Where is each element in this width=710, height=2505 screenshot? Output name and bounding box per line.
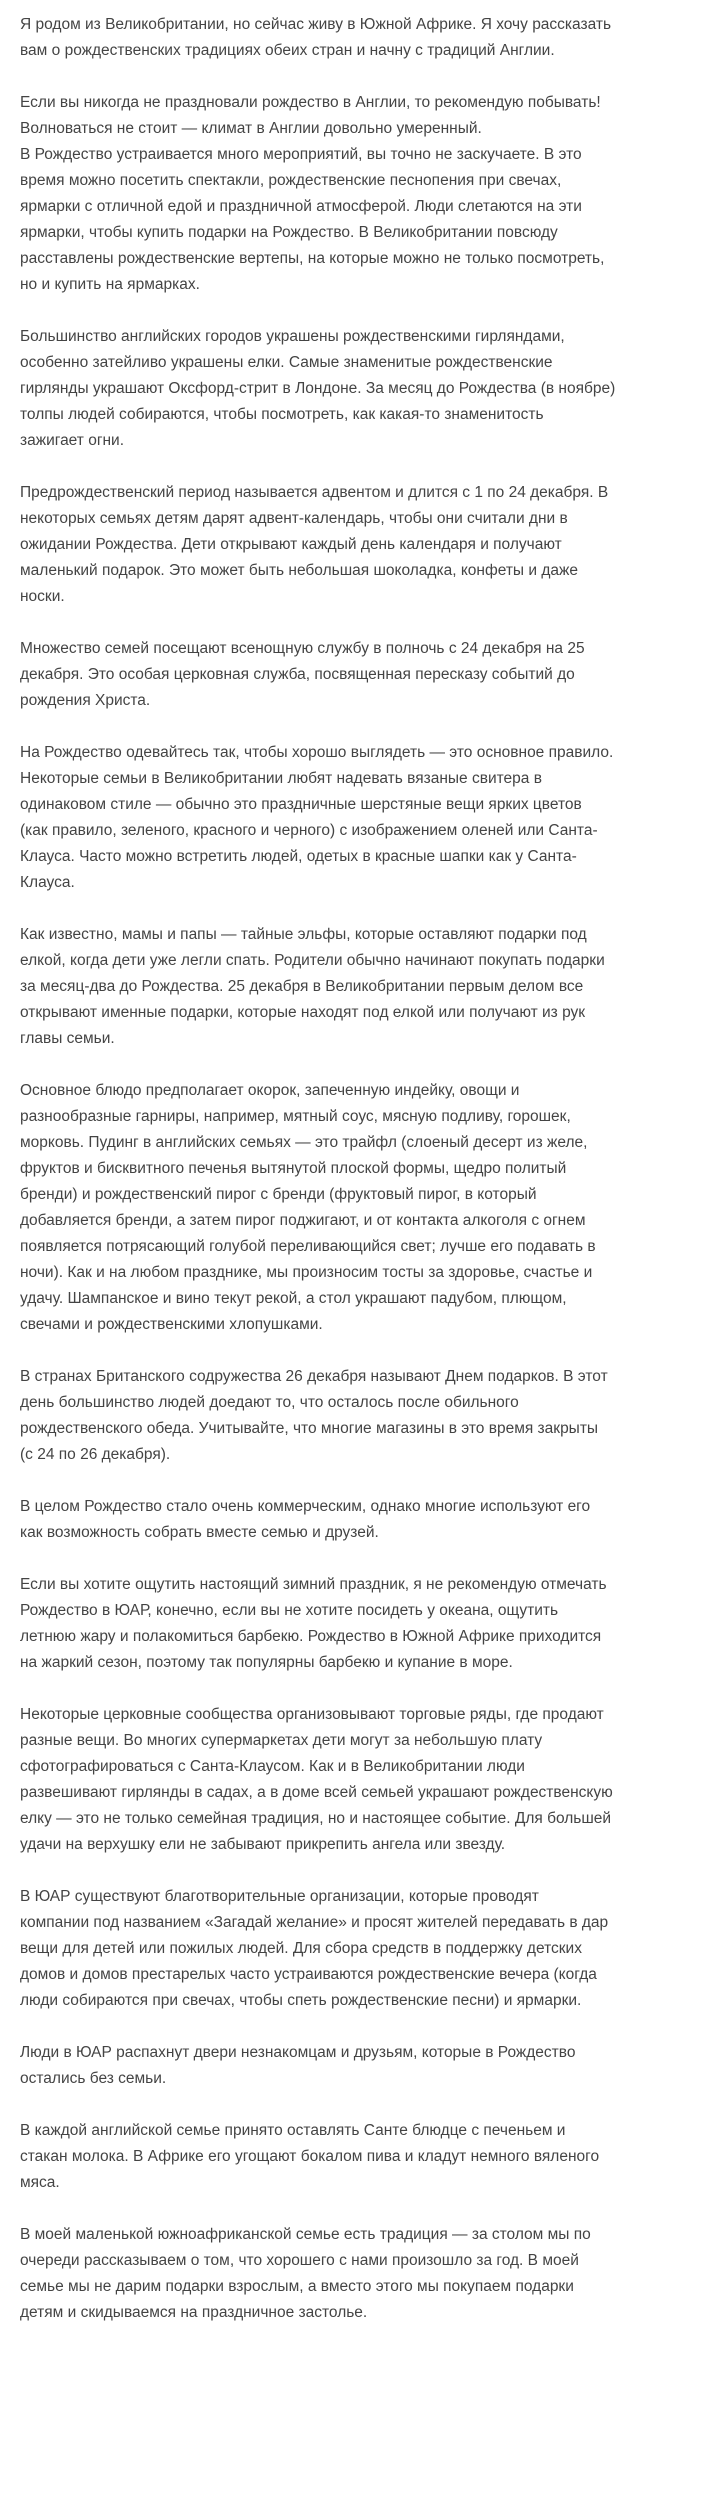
- paragraph-line: В странах Британского содружества 26 декабря называют Днем подарков. В этот: [20, 1368, 608, 1385]
- paragraph-line: зажигает огни.: [20, 432, 124, 449]
- article-paragraph: [20, 1364, 692, 1468]
- paragraph-line: (с 24 по 26 декабря).: [20, 1446, 171, 1463]
- paragraph-line: Я родом из Великобритании, но сейчас живу в Южной Африке. Я хочу рассказать: [20, 16, 612, 33]
- paragraph-line: домов и домов престарелых часто устраиваются рождественские вечера (когда: [20, 1966, 597, 1983]
- paragraph-line: как возможность собрать вместе семью и друзей.: [20, 1524, 379, 1541]
- paragraph-line: Как известно, мамы и папы — тайные эльфы, которые оставляют подарки под: [20, 926, 587, 943]
- paragraph-line: Множество семей посещают всенощную службу в полночь с 24 декабря на 25: [20, 640, 585, 657]
- article-paragraph: [20, 1494, 692, 1546]
- paragraph-line: удачу. Шампанское и вино текут рекой, а стол украшают падубом, плющом,: [20, 1290, 567, 1307]
- article-paragraph: [20, 2118, 692, 2196]
- paragraph-line: детям и скидываемся на праздничное застолье.: [20, 2304, 368, 2321]
- paragraph-line: В Рождество устраивается много мероприятий, вы точно не заскучаете. В это: [20, 146, 582, 163]
- paragraph-line: бренди) и рождественский пирог с бренди (фруктовый пирог, в который: [20, 1186, 537, 1203]
- paragraph-line: морковь. Пудинг в английских семьях — это трайфл (слоеный десерт из желе,: [20, 1134, 588, 1151]
- paragraph-line: открывают именные подарки, которые находят под елкой или получают из рук: [20, 1004, 586, 1021]
- article-paragraph: [20, 636, 692, 714]
- paragraph-line: ярмарки с отличной едой и праздничной атмосферой. Люди слетаются на эти: [20, 198, 582, 215]
- article-paragraph: [20, 922, 692, 1052]
- paragraph-line: В моей маленькой южноафриканской семье есть традиция — за столом мы по: [20, 2226, 591, 2243]
- paragraph-line: разнообразные гарниры, например, мятный соус, мясную подливу, горошек,: [20, 1108, 571, 1125]
- paragraph-line: Предрождественский период называется адвентом и длится с 1 по 24 декабря. В: [20, 484, 609, 501]
- paragraph-line: расставлены рождественские вертепы, на которые можно не только посмотреть,: [20, 250, 605, 267]
- paragraph-line: сфотографироваться с Санта-Клаусом. Как и в Великобритании люди: [20, 1758, 525, 1775]
- paragraph-line: остались без семьи.: [20, 2070, 167, 2087]
- paragraph-line: свечами и рождественскими хлопушками.: [20, 1316, 323, 1333]
- paragraph-line: ночи). Как и на любом празднике, мы произносим тосты за здоровье, счастье и: [20, 1264, 593, 1281]
- paragraph-line: компании под названием «Загадай желание» и просят жителей передавать в дар: [20, 1914, 609, 1931]
- paragraph-line: удачи на верхушку ели не забывают прикрепить ангела или звезду.: [20, 1836, 506, 1853]
- paragraph-line: (как правило, зеленого, красного и черного) с изображением оленей или Санта-: [20, 822, 598, 839]
- paragraph-line: В каждой английской семье принято оставлять Санте блюдце с печеньем и: [20, 2122, 566, 2139]
- paragraph-line: Некоторые семьи в Великобритании любят надевать вязаные свитера в: [20, 770, 542, 787]
- article-paragraph: [20, 740, 692, 896]
- paragraph-line: На Рождество одевайтесь так, чтобы хорошо выглядеть — это основное правило.: [20, 744, 614, 761]
- paragraph-line: Основное блюдо предполагает окорок, запеченную индейку, овощи и: [20, 1082, 520, 1099]
- paragraph-line: вам о рождественских традициях обеих стран и начну с традиций Англии.: [20, 42, 555, 59]
- paragraph-line: В целом Рождество стало очень коммерческим, однако многие используют его: [20, 1498, 591, 1515]
- paragraph-line: особенно затейливо украшены елки. Самые знаменитые рождественские: [20, 354, 553, 371]
- article-paragraph: [20, 2040, 692, 2092]
- paragraph-line: очереди рассказываем о том, что хорошего с нами произошло за год. В моей: [20, 2252, 579, 2269]
- paragraph-line: Клауса. Часто можно встретить людей, одетых в красные шапки как у Санта-: [20, 848, 577, 865]
- paragraph-line: Клауса.: [20, 874, 75, 891]
- paragraph-line: день большинство людей доедают то, что осталось после обильного: [20, 1394, 519, 1411]
- article-paragraph: [20, 1884, 692, 2014]
- paragraph-line: елку — это не только семейная традиция, но и настоящее событие. Для большей: [20, 1810, 612, 1827]
- paragraph-line: добавляется бренди, а затем пирог поджигают, и от контакта алкоголя с огнем: [20, 1212, 586, 1229]
- paragraph-line: рождения Христа.: [20, 692, 151, 709]
- paragraph-line: Люди в ЮАР распахнут двери незнакомцам и друзьям, которые в Рождество: [20, 2044, 576, 2061]
- paragraph-line: елкой, когда дети уже легли спать. Родители обычно начинают покупать подарки: [20, 952, 605, 969]
- paragraph-line: носки.: [20, 588, 65, 605]
- paragraph-line: люди собираются при свечах, чтобы спеть рождественские песни) и ярмарки.: [20, 1992, 582, 2009]
- paragraph-line: за месяц-два до Рождества. 25 декабря в Великобритании первым делом все: [20, 978, 584, 995]
- paragraph-line: стакан молока. В Африке его угощают бокалом пива и кладут немного вяленого: [20, 2148, 600, 2165]
- paragraph-line: фруктов и бисквитного печенья вытянутой плоской формы, щедро политый: [20, 1160, 567, 1177]
- article-paragraph: [20, 12, 692, 64]
- paragraph-line: некоторых семьях детям дарят адвент-календарь, чтобы они считали дни в: [20, 510, 568, 527]
- paragraph-line: главы семьи.: [20, 1030, 115, 1047]
- article-paragraph: [20, 480, 692, 610]
- article-paragraph: [20, 2222, 692, 2326]
- paragraph-line: на жаркий сезон, поэтому так популярны барбекю и купание в море.: [20, 1654, 513, 1671]
- paragraph-line: мяса.: [20, 2174, 60, 2191]
- paragraph-line: Некоторые церковные сообщества организовывают торговые ряды, где продают: [20, 1706, 604, 1723]
- paragraph-line: развешивают гирлянды в садах, а в доме всей семьей украшают рождественскую: [20, 1784, 613, 1801]
- paragraph-line: Большинство английских городов украшены рождественскими гирляндами,: [20, 328, 565, 345]
- paragraph-line: время можно посетить спектакли, рождественские песнопения при свечах,: [20, 172, 562, 189]
- paragraph-line: ярмарки, чтобы купить подарки на Рождество. В Великобритании повсюду: [20, 224, 558, 241]
- paragraph-line: рождественского обеда. Учитывайте, что многие магазины в это время закрыты: [20, 1420, 599, 1437]
- paragraph-line: появляется потрясающий голубой переливающийся свет; лучше его подавать в: [20, 1238, 596, 1255]
- article-paragraph: [20, 1702, 692, 1858]
- paragraph-line: декабря. Это особая церковная служба, посвященная пересказу событий до: [20, 666, 575, 683]
- paragraph-line: толпы людей собираются, чтобы посмотреть, как какая-то знаменитость: [20, 406, 544, 423]
- paragraph-line: гирлянды украшают Оксфорд-стрит в Лондоне. За месяц до Рождества (в ноябре): [20, 380, 616, 397]
- article-paragraph: [20, 324, 692, 454]
- paragraph-line: маленький подарок. Это может быть небольшая шоколадка, конфеты и даже: [20, 562, 578, 579]
- paragraph-line: разные вещи. Во многих супермаркетах дети могут за небольшую плату: [20, 1732, 543, 1749]
- paragraph-line: Рождество в ЮАР, конечно, если вы не хотите посидеть у океана, ощутить: [20, 1602, 559, 1619]
- paragraph-line: Если вы никогда не праздновали рождество в Англии, то рекомендую побывать!: [20, 94, 601, 111]
- paragraph-line: семье мы не дарим подарки взрослым, а вместо этого мы покупаем подарки: [20, 2278, 574, 2295]
- paragraph-line: Если вы хотите ощутить настоящий зимний праздник, я не рекомендую отмечать: [20, 1576, 607, 1593]
- paragraph-line: Волноваться не стоит — климат в Англии довольно умеренный.: [20, 120, 482, 137]
- paragraph-line: ожидании Рождества. Дети открывают каждый день календаря и получают: [20, 536, 562, 553]
- paragraph-line: летнюю жару и полакомиться барбекю. Рождество в Южной Африке приходится: [20, 1628, 602, 1645]
- article-paragraph: [20, 1572, 692, 1676]
- article-paragraph: [20, 1078, 692, 1338]
- article-paragraph: [20, 90, 692, 298]
- paragraph-line: одинаковом стиле — обычно это праздничные шерстяные вещи ярких цветов: [20, 796, 582, 813]
- paragraph-line: но и купить на ярмарках.: [20, 276, 200, 293]
- paragraph-line: В ЮАР существуют благотворительные организации, которые проводят: [20, 1888, 539, 1905]
- paragraph-line: вещи для детей или пожилых людей. Для сбора средств в поддержку детских: [20, 1940, 582, 1957]
